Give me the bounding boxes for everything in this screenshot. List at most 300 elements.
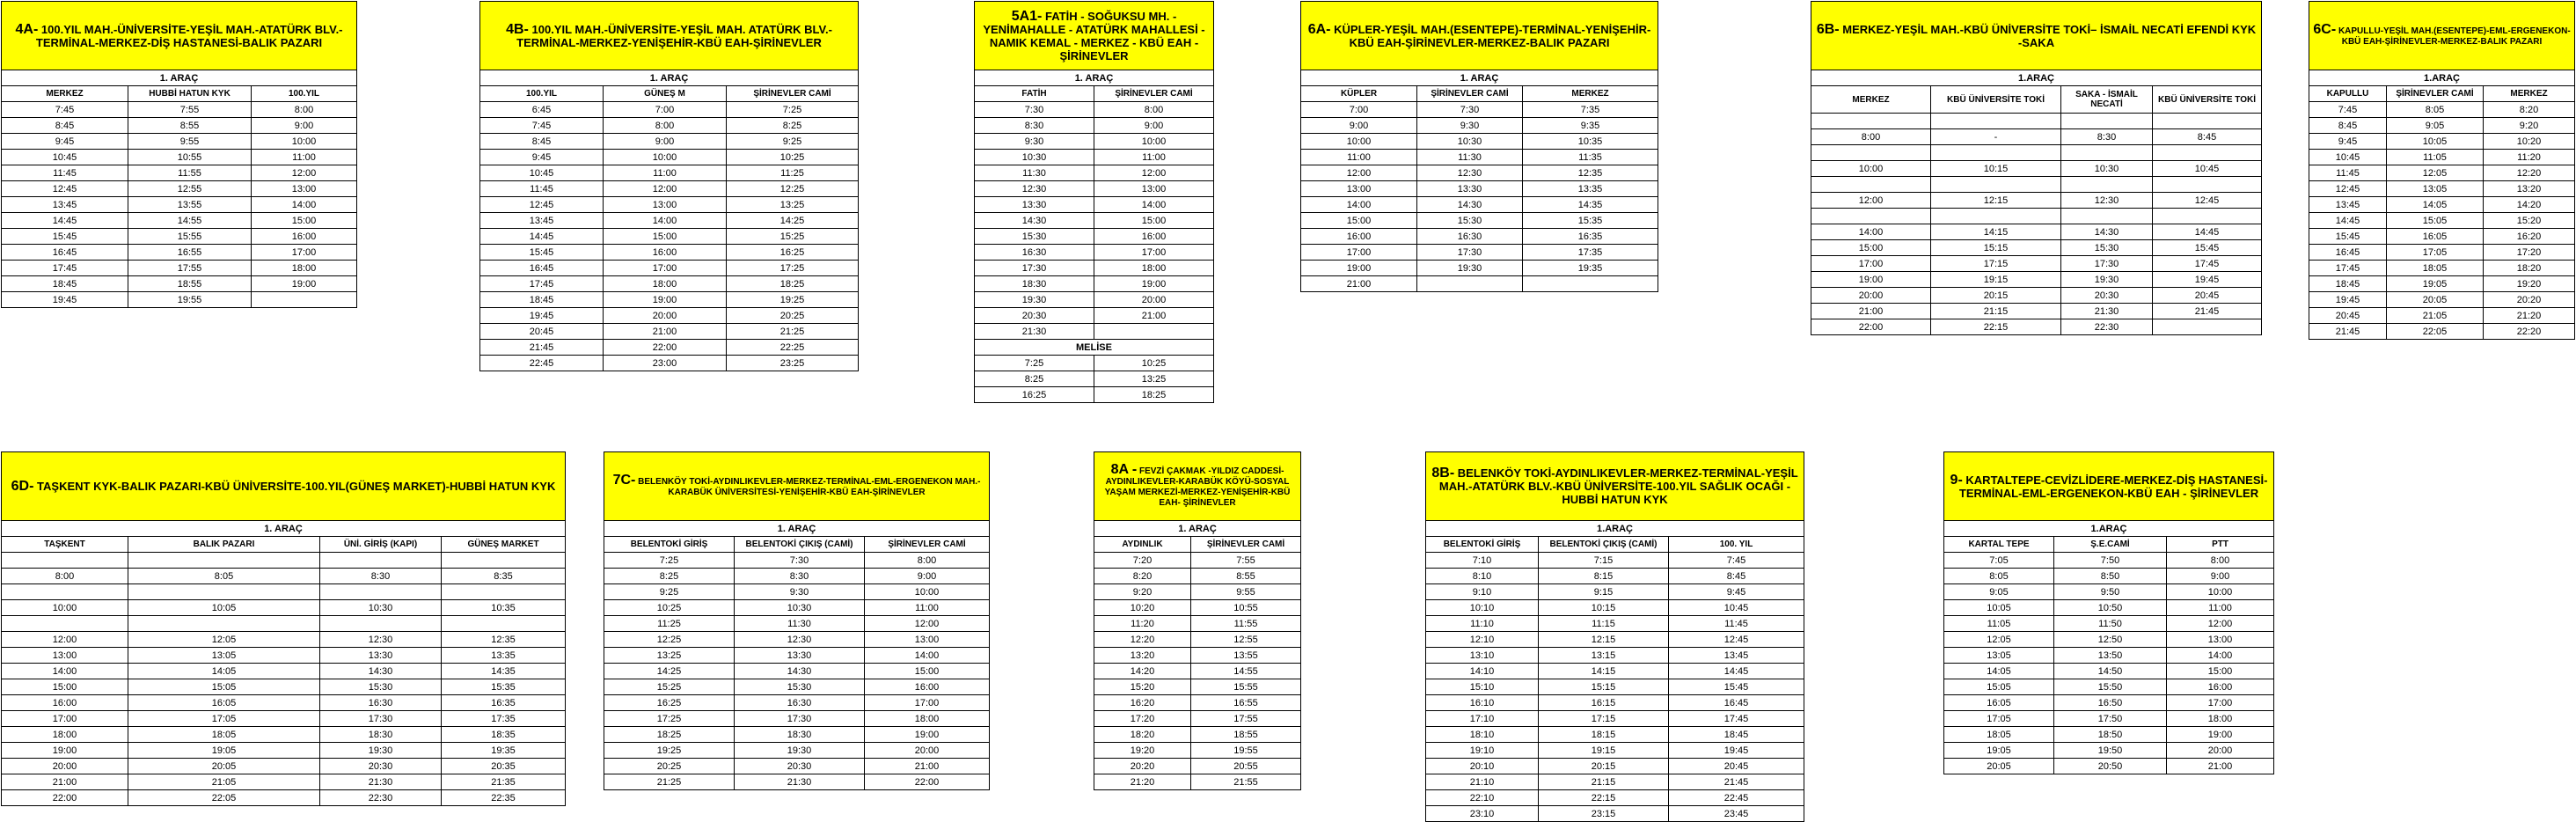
header-row — [1426, 537, 1804, 553]
time-cell: 17:20 — [1094, 711, 1191, 727]
column-header: KBÜ ÜNİVERSİTE TOKİ — [1931, 86, 2061, 114]
time-cell: 17:45 — [1669, 711, 1804, 727]
route-description: MERKEZ-YEŞİL MAH.-KBÜ ÜNİVERSİTE TOKİ– İSMAİL NECATİ EFENDİ KYK -SAKA — [1842, 22, 2257, 49]
time-cell: 20:45 — [480, 324, 604, 340]
table-row — [1944, 727, 2274, 743]
table-row — [1944, 743, 2274, 759]
time-cell — [2061, 209, 2153, 224]
time-cell: 7:10 — [1426, 553, 1539, 569]
time-cell: 15:45 — [2, 229, 128, 245]
time-cell: 7:25 — [727, 102, 859, 118]
column-header: TAŞKENT — [2, 537, 128, 553]
table-row — [1301, 197, 1658, 213]
time-cell: 15:10 — [1426, 679, 1539, 695]
table-row — [1094, 648, 1301, 664]
time-cell — [320, 584, 442, 600]
time-cell — [2, 553, 128, 569]
time-cell: 10:00 — [865, 584, 990, 600]
time-cell: 19:15 — [1539, 743, 1669, 759]
table-row — [2, 569, 566, 584]
column-header: FATİH — [975, 86, 1094, 102]
time-cell: 21:35 — [442, 774, 566, 790]
time-cell: 8:45 — [2153, 129, 2262, 145]
timetable-t4a — [1, 1, 357, 308]
time-cell: 13:00 — [604, 197, 727, 213]
time-cell: 18:00 — [2, 727, 128, 743]
time-cell: 8:00 — [2, 569, 128, 584]
time-cell: 21:30 — [2061, 304, 2153, 319]
column-header: MERKEZ — [1523, 86, 1658, 102]
time-cell: 17:30 — [2061, 256, 2153, 272]
table-row — [975, 308, 1214, 324]
time-cell: 7:50 — [2054, 553, 2167, 569]
table-row — [975, 165, 1214, 181]
time-cell: 9:55 — [1191, 584, 1301, 600]
time-cell: 8:05 — [1944, 569, 2054, 584]
time-cell — [2061, 114, 2153, 129]
time-cell: 19:30 — [975, 292, 1094, 308]
time-cell: 10:25 — [1094, 356, 1214, 371]
table-row — [1094, 711, 1301, 727]
time-cell: 18:30 — [320, 727, 442, 743]
time-cell: 17:10 — [1426, 711, 1539, 727]
time-cell: 14:10 — [1426, 664, 1539, 679]
column-header: SAKA - İSMAİL NECATİ — [2061, 86, 2153, 114]
time-cell: 16:00 — [865, 679, 990, 695]
time-cell: 16:05 — [2387, 229, 2484, 245]
route-code: 7C- — [612, 472, 636, 488]
time-cell: 19:00 — [1094, 276, 1214, 292]
table-row — [1426, 679, 1804, 695]
table-row — [604, 664, 990, 679]
time-cell: 14:30 — [735, 664, 865, 679]
time-cell — [1931, 209, 2061, 224]
time-cell: 22:45 — [1669, 790, 1804, 806]
time-cell: 22:15 — [1539, 790, 1669, 806]
time-cell: 11:05 — [2387, 150, 2484, 165]
time-cell — [1931, 114, 2061, 129]
table-row — [480, 324, 859, 340]
time-cell — [1417, 276, 1523, 292]
table-row — [2, 727, 566, 743]
route-description: KAPULLU-YEŞİL MAH.(ESENTEPE)-EML-ERGENEKON-KBÜ EAH-ŞİRİNEVLER-MERKEZ-BALIK PAZARI — [2338, 26, 2571, 47]
time-cell: 16:55 — [128, 245, 252, 261]
time-cell: 21:20 — [2484, 308, 2575, 324]
table-row — [480, 213, 859, 229]
time-cell: 11:00 — [252, 150, 357, 165]
table-row — [604, 616, 990, 632]
time-cell: 21:00 — [865, 759, 990, 774]
time-cell: 18:00 — [2167, 711, 2274, 727]
time-cell: 17:50 — [2054, 711, 2167, 727]
route-code: 8A - — [1110, 461, 1138, 477]
time-cell: 13:20 — [2484, 181, 2575, 197]
table-row — [604, 569, 990, 584]
column-header: GÜNEŞ MARKET — [442, 537, 566, 553]
time-cell: 19:20 — [1094, 743, 1191, 759]
time-cell: 20:00 — [865, 743, 990, 759]
time-cell: 17:00 — [1301, 245, 1417, 261]
time-cell: 13:05 — [2387, 181, 2484, 197]
time-cell: 22:30 — [320, 790, 442, 806]
table-row — [1944, 584, 2274, 600]
time-cell: 8:35 — [442, 569, 566, 584]
time-cell: 16:00 — [604, 245, 727, 261]
table-row — [975, 356, 1214, 371]
table-row — [1811, 193, 2262, 209]
route-code: 6D- — [11, 479, 34, 494]
table-row — [2, 553, 566, 569]
time-cell: 20:50 — [2054, 759, 2167, 774]
time-cell: 13:50 — [2054, 648, 2167, 664]
time-cell: 10:05 — [128, 600, 320, 616]
time-cell: 10:45 — [480, 165, 604, 181]
table-row — [2, 632, 566, 648]
time-cell: 6:45 — [480, 102, 604, 118]
time-cell: 8:25 — [975, 371, 1094, 387]
table-row — [2, 584, 566, 600]
table-row — [2, 213, 357, 229]
time-cell: 13:05 — [1944, 648, 2054, 664]
table-row — [1426, 632, 1804, 648]
column-header: Ş.E.CAMİ — [2054, 537, 2167, 553]
time-cell — [1094, 324, 1214, 340]
time-cell: 13:00 — [1094, 181, 1214, 197]
table-row — [1811, 304, 2262, 319]
time-cell: 19:55 — [1191, 743, 1301, 759]
time-cell: 12:00 — [252, 165, 357, 181]
table-row — [1426, 727, 1804, 743]
header-row — [1094, 537, 1301, 553]
time-cell: 14:30 — [1417, 197, 1523, 213]
time-cell: 20:00 — [1811, 288, 1931, 304]
time-cell: 10:35 — [1523, 134, 1658, 150]
time-cell: 17:45 — [2153, 256, 2262, 272]
time-cell: 13:30 — [975, 197, 1094, 213]
header-row — [2, 86, 357, 102]
time-cell: 13:20 — [1094, 648, 1191, 664]
table-row — [2309, 102, 2575, 118]
vehicle-row — [604, 521, 990, 537]
time-cell: 18:30 — [975, 276, 1094, 292]
table-row — [2309, 134, 2575, 150]
time-cell — [1931, 177, 2061, 193]
time-cell: 12:55 — [128, 181, 252, 197]
time-cell: 21:00 — [2, 774, 128, 790]
time-cell: 14:55 — [1191, 664, 1301, 679]
route-description: FATİH - SOĞUKSU MH. - YENİMAHALLE - ATATÜRK MAHALLESİ - NAMIK KEMAL - MERKEZ - KBÜ EAH - ŞİRİNEVLER — [983, 9, 1205, 62]
time-cell: 19:45 — [1669, 743, 1804, 759]
table-row — [480, 197, 859, 213]
time-cell: 19:35 — [1523, 261, 1658, 276]
time-cell: 15:45 — [480, 245, 604, 261]
time-cell: 11:45 — [2309, 165, 2387, 181]
title-row — [480, 2, 859, 70]
time-cell: 16:05 — [1944, 695, 2054, 711]
time-cell: 11:00 — [1301, 150, 1417, 165]
time-cell — [252, 292, 357, 308]
time-cell: 13:00 — [865, 632, 990, 648]
time-cell: 18:20 — [1094, 727, 1191, 743]
time-cell: 21:00 — [2167, 759, 2274, 774]
time-cell: 15:20 — [1094, 679, 1191, 695]
time-cell: 19:00 — [2167, 727, 2274, 743]
table-row — [2309, 165, 2575, 181]
time-cell: 8:00 — [1094, 102, 1214, 118]
time-cell: 18:05 — [128, 727, 320, 743]
vehicle-row — [480, 70, 859, 86]
time-cell: 17:05 — [2387, 245, 2484, 261]
table-row — [480, 292, 859, 308]
timetable-t6d — [1, 451, 566, 806]
time-cell: 16:45 — [1669, 695, 1804, 711]
table-row — [1094, 616, 1301, 632]
table-row — [975, 102, 1214, 118]
vehicle-row — [1094, 521, 1301, 537]
table-row — [2, 695, 566, 711]
time-cell: 14:25 — [604, 664, 735, 679]
table-row — [604, 632, 990, 648]
time-cell — [128, 584, 320, 600]
time-cell: 8:00 — [604, 118, 727, 134]
column-header: ŞİRİNEVLER CAMİ — [2387, 86, 2484, 102]
time-cell: 22:25 — [727, 340, 859, 356]
time-cell — [2061, 177, 2153, 193]
time-cell: 20:30 — [2061, 288, 2153, 304]
table-row — [975, 197, 1214, 213]
table-row — [480, 261, 859, 276]
time-cell: 13:45 — [480, 213, 604, 229]
time-cell: 14:05 — [128, 664, 320, 679]
time-cell — [2153, 319, 2262, 335]
table-row — [604, 727, 990, 743]
time-cell: 10:00 — [1094, 134, 1214, 150]
time-cell: 19:00 — [1811, 272, 1931, 288]
table-row — [2309, 245, 2575, 261]
time-cell: 21:00 — [1094, 308, 1214, 324]
time-cell: 16:55 — [1191, 695, 1301, 711]
table-row — [1426, 743, 1804, 759]
time-cell: 16:05 — [128, 695, 320, 711]
time-cell: 15:30 — [320, 679, 442, 695]
time-cell: 23:00 — [604, 356, 727, 371]
time-cell: 14:45 — [2, 213, 128, 229]
table-row — [2309, 292, 2575, 308]
time-cell: 23:25 — [727, 356, 859, 371]
time-cell: 21:10 — [1426, 774, 1539, 790]
time-cell — [442, 553, 566, 569]
time-cell: 19:05 — [2387, 276, 2484, 292]
time-cell: - — [1931, 129, 2061, 145]
time-cell: 7:45 — [480, 118, 604, 134]
table-row — [2, 711, 566, 727]
time-cell: 10:45 — [2, 150, 128, 165]
time-cell: 10:45 — [2153, 161, 2262, 177]
time-cell: 14:05 — [2387, 197, 2484, 213]
time-cell: 18:00 — [1094, 261, 1214, 276]
table-row — [1094, 664, 1301, 679]
table-row — [1426, 806, 1804, 822]
time-cell: 15:00 — [1094, 213, 1214, 229]
table-row — [604, 743, 990, 759]
table-row — [1094, 679, 1301, 695]
table-row — [1094, 727, 1301, 743]
column-header: ŞİRİNEVLER CAMİ — [1417, 86, 1523, 102]
time-cell: 14:00 — [865, 648, 990, 664]
time-cell: 20:00 — [2167, 743, 2274, 759]
time-cell: 20:10 — [1426, 759, 1539, 774]
route-title — [480, 2, 859, 70]
time-cell: 20:05 — [2387, 292, 2484, 308]
time-cell: 8:45 — [480, 134, 604, 150]
table-row — [1944, 553, 2274, 569]
time-cell: 8:20 — [1094, 569, 1191, 584]
time-cell: 7:00 — [1301, 102, 1417, 118]
time-cell: 13:45 — [1669, 648, 1804, 664]
time-cell: 16:30 — [320, 695, 442, 711]
table-row — [1944, 632, 2274, 648]
table-row — [1426, 711, 1804, 727]
vehicle-row — [1811, 70, 2262, 86]
time-cell: 12:45 — [2309, 181, 2387, 197]
time-cell: 14:00 — [1301, 197, 1417, 213]
route-title — [1301, 2, 1658, 70]
time-cell: 19:30 — [320, 743, 442, 759]
column-header: HUBBİ HATUN KYK — [128, 86, 252, 102]
time-cell: 17:35 — [1523, 245, 1658, 261]
column-header: KAPULLU — [2309, 86, 2387, 102]
table-row — [975, 324, 1214, 340]
time-cell: 18:45 — [1669, 727, 1804, 743]
time-cell: 16:00 — [1301, 229, 1417, 245]
time-cell: 10:00 — [2, 600, 128, 616]
table-row — [2, 648, 566, 664]
time-cell: 17:30 — [975, 261, 1094, 276]
column-header: KARTAL TEPE — [1944, 537, 2054, 553]
time-cell: 21:45 — [480, 340, 604, 356]
table-row — [1426, 616, 1804, 632]
table-row — [1301, 276, 1658, 292]
time-cell: 20:45 — [2153, 288, 2262, 304]
time-cell: 19:10 — [1426, 743, 1539, 759]
time-cell: 21:30 — [320, 774, 442, 790]
column-header: ŞİRİNEVLER CAMİ — [1191, 537, 1301, 553]
time-cell: 19:05 — [1944, 743, 2054, 759]
time-cell: 19:45 — [2309, 292, 2387, 308]
time-cell: 14:20 — [1094, 664, 1191, 679]
time-cell: 23:15 — [1539, 806, 1669, 822]
time-cell: 13:35 — [442, 648, 566, 664]
time-cell: 15:55 — [1191, 679, 1301, 695]
time-cell: 22:10 — [1426, 790, 1539, 806]
time-cell: 14:20 — [2484, 197, 2575, 213]
title-row — [1301, 2, 1658, 70]
timetable-t4b — [479, 1, 859, 371]
time-cell: 7:45 — [2309, 102, 2387, 118]
time-cell: 13:35 — [1523, 181, 1658, 197]
time-cell: 11:45 — [480, 181, 604, 197]
time-cell: 12:55 — [1191, 632, 1301, 648]
time-cell: 20:15 — [1539, 759, 1669, 774]
column-header: 100.YIL — [480, 86, 604, 102]
vehicle-row — [2309, 70, 2575, 86]
time-cell: 16:30 — [1417, 229, 1523, 245]
time-cell: 7:55 — [128, 102, 252, 118]
table-row — [1094, 759, 1301, 774]
time-cell: 16:35 — [442, 695, 566, 711]
table-row — [2, 276, 357, 292]
table-row — [1811, 129, 2262, 145]
time-cell: 13:25 — [604, 648, 735, 664]
time-cell: 19:05 — [128, 743, 320, 759]
time-cell: 22:00 — [604, 340, 727, 356]
time-cell: 20:20 — [2484, 292, 2575, 308]
timetable-t9 — [1943, 451, 2274, 774]
time-cell: 19:55 — [128, 292, 252, 308]
time-cell: 10:50 — [2054, 600, 2167, 616]
time-cell: 14:35 — [1523, 197, 1658, 213]
table-row — [1094, 553, 1301, 569]
vehicle-label: 1. ARAÇ — [1094, 521, 1301, 537]
time-cell: 17:20 — [2484, 245, 2575, 261]
table-row — [1094, 569, 1301, 584]
table-row — [2, 616, 566, 632]
table-row — [1426, 695, 1804, 711]
time-cell: 7:55 — [1191, 553, 1301, 569]
table-row — [1426, 569, 1804, 584]
time-cell: 15:35 — [1523, 213, 1658, 229]
time-cell: 15:25 — [604, 679, 735, 695]
time-cell: 11:50 — [2054, 616, 2167, 632]
time-cell: 10:30 — [735, 600, 865, 616]
section-label: MELİSE — [975, 340, 1214, 356]
time-cell — [1523, 276, 1658, 292]
time-cell: 7:25 — [604, 553, 735, 569]
time-cell: 13:55 — [128, 197, 252, 213]
time-cell: 17:35 — [442, 711, 566, 727]
time-cell: 18:10 — [1426, 727, 1539, 743]
time-cell: 9:45 — [1669, 584, 1804, 600]
time-cell: 18:05 — [1944, 727, 2054, 743]
timetable-t7c — [604, 451, 990, 790]
time-cell: 15:15 — [1931, 240, 2061, 256]
table-row — [1426, 790, 1804, 806]
time-cell: 12:25 — [727, 181, 859, 197]
time-cell: 14:45 — [480, 229, 604, 245]
time-cell: 14:30 — [2061, 224, 2153, 240]
table-row — [1426, 584, 1804, 600]
route-code: 4A- — [15, 21, 39, 37]
time-cell: 18:00 — [604, 276, 727, 292]
time-cell — [2153, 177, 2262, 193]
time-cell: 16:00 — [2, 695, 128, 711]
table-row — [1426, 553, 1804, 569]
time-cell: 10:45 — [1669, 600, 1804, 616]
time-cell: 18:25 — [604, 727, 735, 743]
time-cell: 22:30 — [2061, 319, 2153, 335]
time-cell: 7:20 — [1094, 553, 1191, 569]
table-row — [2309, 213, 2575, 229]
time-cell: 16:25 — [727, 245, 859, 261]
time-cell — [1811, 177, 1931, 193]
time-cell: 18:55 — [1191, 727, 1301, 743]
timetable-t8a — [1094, 451, 1301, 790]
route-description: BELENKÖY TOKİ-AYDINLIKEVLER-MERKEZ-TERMİNAL-EML-ERGENEKON MAH.-KARABÜK ÜNİVERSİTESİ-YENİŞEHİR-KBÜ EAH-ŞİRİNEVLER — [638, 476, 981, 497]
table-row — [2, 150, 357, 165]
time-cell: 13:15 — [1539, 648, 1669, 664]
time-cell: 8:50 — [2054, 569, 2167, 584]
time-cell: 11:35 — [1523, 150, 1658, 165]
